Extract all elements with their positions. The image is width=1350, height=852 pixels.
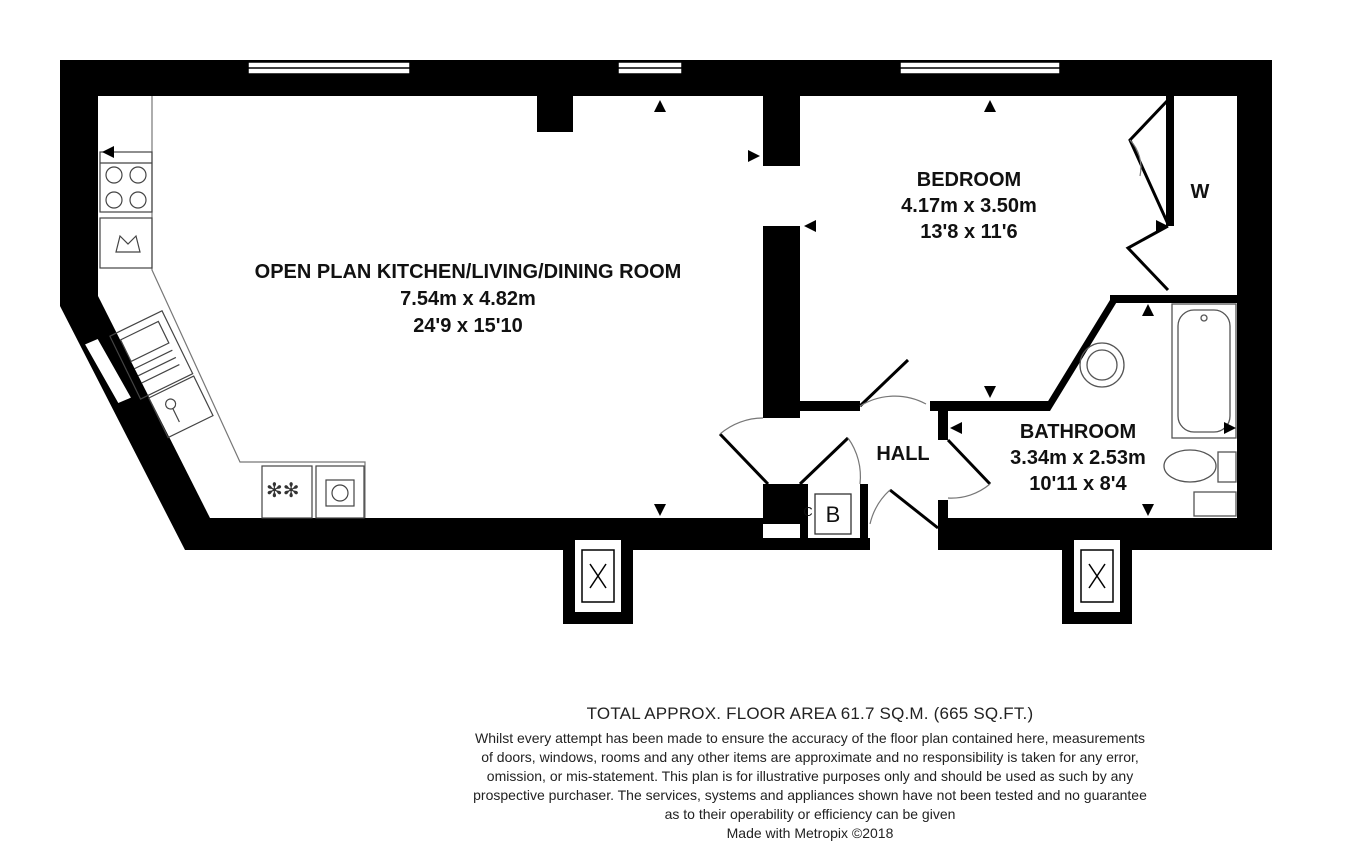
- total-floor-area: TOTAL APPROX. FLOOR AREA 61.7 SQ.M. (665 SQ.FT.): [586, 704, 1034, 723]
- credit: Made with Metropix ©2018: [726, 825, 894, 841]
- cupboard-wall-right: [860, 484, 868, 544]
- washing-machine: [316, 466, 364, 518]
- bedroom-bottom-wall: [800, 401, 860, 411]
- wardrobe-label: W: [1190, 181, 1210, 203]
- hall-partition: [938, 410, 948, 440]
- oven: [100, 218, 152, 268]
- bath: [1172, 304, 1236, 438]
- kitchen-imperial: 24'9 x 15'10: [413, 315, 523, 337]
- disclaimer-line: as to their operability or efficiency can be given: [664, 806, 956, 822]
- bathroom-diagonal-wall: [1042, 300, 1118, 411]
- svg-text:✻✻: ✻✻: [266, 480, 300, 502]
- kitchen-metric: 7.54m x 4.82m: [400, 288, 536, 310]
- bedroom-imperial: 13'8 x 11'6: [920, 221, 1018, 243]
- boiler-label: B: [825, 502, 841, 527]
- disclaimer: [370, 729, 1250, 843]
- bathroom-name: BATHROOM: [1019, 421, 1137, 443]
- footer: [370, 704, 1250, 843]
- bathroom-metric: 3.34m x 2.53m: [1010, 447, 1146, 469]
- kitchen-name: OPEN PLAN KITCHEN/LIVING/DINING ROOM: [254, 261, 682, 283]
- toilet: [1164, 450, 1216, 482]
- bathroom-top-wall: [1110, 295, 1237, 303]
- bedroom-metric: 4.17m x 3.50m: [901, 195, 1037, 217]
- disclaimer-line: prospective purchaser. The services, systems and appliances shown have not been tested and no guarantee: [473, 787, 1147, 803]
- bedroom-name: BEDROOM: [916, 169, 1022, 191]
- bottom-wall-cupboard: [763, 538, 870, 550]
- disclaimer-line: Whilst every attempt has been made to ensure the accuracy of the floor plan contained here, measurements: [474, 730, 1146, 746]
- left-wall: [60, 60, 98, 306]
- left-diagonal-wall: [60, 296, 210, 550]
- hall-partition-lower: [938, 500, 948, 530]
- counter-outline: [152, 96, 365, 518]
- partition-lower: [763, 226, 800, 418]
- hall-name: HALL: [876, 443, 930, 465]
- right-wall: [1237, 60, 1272, 550]
- chimney-breast: [537, 96, 573, 132]
- disclaimer-line: of doors, windows, rooms and any other items are approximate and no responsibility is taken for any error,: [481, 749, 1139, 765]
- interior-walls: [537, 96, 1237, 544]
- disclaimer-line: omission, or mis-statement. This plan is for illustrative purposes only and should be used as such by any: [486, 768, 1134, 784]
- bedroom-partition-cupboard: [1166, 96, 1174, 226]
- partition-upper: [763, 96, 800, 166]
- bottom-wall-left: [185, 518, 763, 550]
- bathroom-imperial: 10'11 x 8'4: [1029, 473, 1127, 495]
- towel-rail: [1194, 492, 1236, 516]
- hob: [100, 152, 152, 212]
- cupboard-label: C: [803, 504, 813, 519]
- bedroom-bottom-wall-2: [930, 401, 1050, 411]
- partition-stub: [763, 484, 800, 524]
